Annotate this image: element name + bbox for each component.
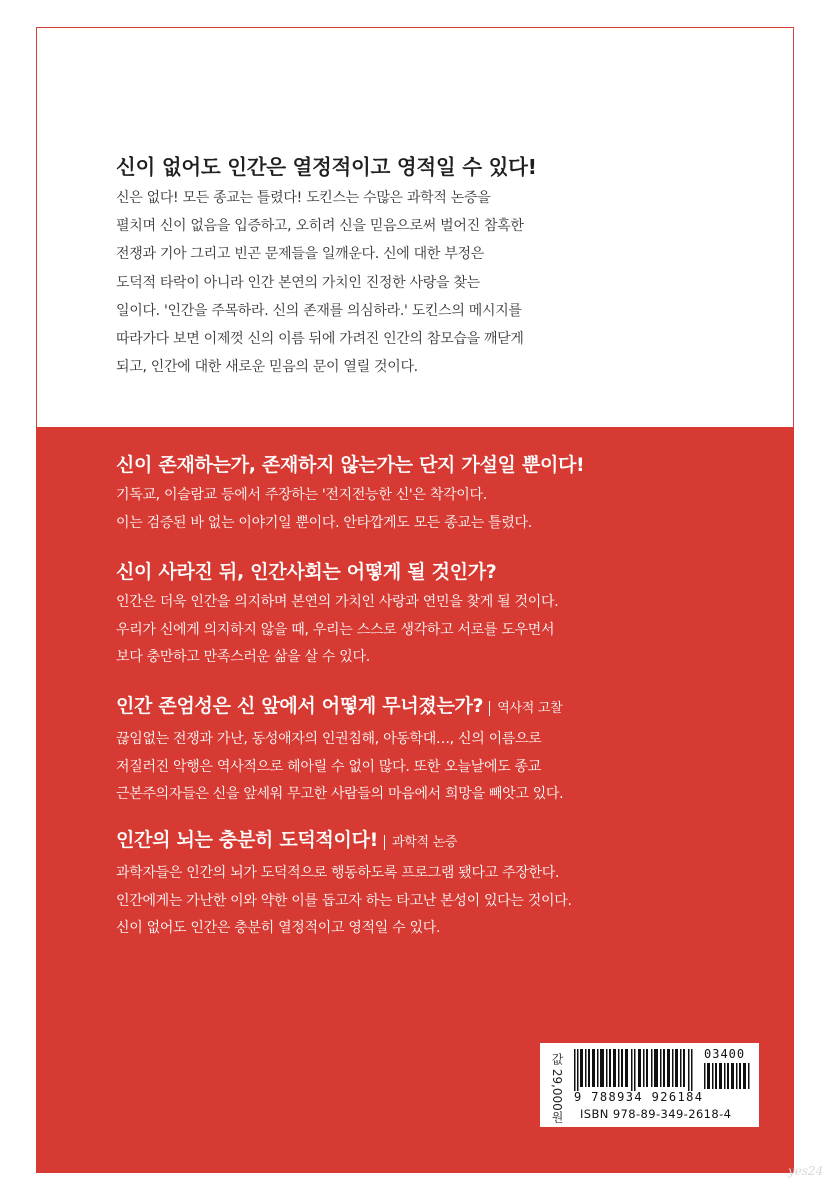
intro-line: 도덕적 타락이 아니라 인간 본연의 가치인 진정한 사랑을 찾는 xyxy=(116,274,480,291)
intro-line: 따라가다 보면 이제껏 신의 이름 뒤에 가려진 인간의 참모습을 깨닫게 xyxy=(116,331,524,348)
intro-line: 되고, 인간에 대한 새로운 믿음의 문이 열릴 것이다. xyxy=(116,359,418,376)
addon-barcode xyxy=(704,1063,750,1089)
section-title: 인간 존엄성은 신 앞에서 어떻게 무너졌는가? xyxy=(116,695,484,717)
isbn-label: ISBN 978-89-349-2618-4 xyxy=(580,1107,732,1121)
section-line: 근본주의자들은 신을 앞세워 무고한 사람들의 마음에서 희망을 빼앗고 있다. xyxy=(116,786,564,802)
section-hypothesis xyxy=(116,452,716,537)
section-title: 신이 존재하는가, 존재하지 않는가는 단지 가설일 뿐이다! xyxy=(116,454,585,476)
section-line: 기독교, 이슬람교 등에서 주장하는 '전지전능한 신'은 착각이다. xyxy=(116,487,487,503)
ean-barcode xyxy=(574,1049,696,1091)
barcode-box xyxy=(540,1043,759,1127)
section-line: 보다 충만하고 만족스러운 삶을 살 수 있다. xyxy=(116,649,370,665)
intro-line: 일이다. '인간을 주목하라. 신의 존재를 의심하라.' 도킨스의 메시지를 xyxy=(116,302,522,319)
section-tag: 역사적 고찰 xyxy=(489,701,562,716)
section-title: 신이 사라진 뒤, 인간사회는 어떻게 될 것인가? xyxy=(116,561,497,583)
section-tag: 과학적 논증 xyxy=(384,835,457,850)
intro-line: 펼치며 신이 없음을 입증하고, 오히려 신을 믿음으로써 벌어진 참혹한 xyxy=(116,218,524,235)
section-title: 인간의 뇌는 충분히 도덕적이다! xyxy=(116,829,379,851)
section-line: 인간에게는 가난한 이와 약한 이를 돕고자 하는 타고난 본성이 있다는 것이다. xyxy=(116,892,572,909)
intro-line: 전쟁과 기아 그리고 빈곤 문제들을 일깨운다. 신에 대한 부정은 xyxy=(116,246,484,263)
headline: 신이 없어도 인간은 열정적이고 영적일 수 있다! xyxy=(116,155,537,179)
section-line: 신이 없어도 인간은 충분히 열정적이고 영적일 수 있다. xyxy=(116,920,441,936)
watermark-text: yes24 xyxy=(788,1164,824,1178)
addon-number: 03400 xyxy=(704,1047,746,1061)
intro-paragraph xyxy=(116,184,586,381)
section-body xyxy=(116,589,716,672)
section-line: 저질러진 악행은 역사적으로 헤아릴 수 없이 많다. 또한 오늘날에도 종교 xyxy=(116,758,541,775)
section-line: 인간은 더욱 인간을 의지하며 본연의 가치인 사랑과 연민을 찾게 될 것이다. xyxy=(116,594,559,610)
section-society xyxy=(116,559,716,672)
section-dignity xyxy=(116,693,716,809)
section-body xyxy=(116,860,716,943)
section-line: 우리가 신에게 의지하지 않을 때, 우리는 스스로 생각하고 서로를 도우면서 xyxy=(116,621,555,638)
price-label: 값 29,000원 xyxy=(550,1053,564,1123)
section-line: 과학자들은 인간의 뇌가 도덕적으로 행동하도록 프로그램 됐다고 주장한다. xyxy=(116,865,560,881)
section-title-row xyxy=(116,827,716,856)
ean-number: 9 788934 926184 xyxy=(574,1090,704,1104)
section-body xyxy=(116,726,716,809)
section-title-row xyxy=(116,693,716,722)
section-line: 이는 검증된 바 없는 이야기일 뿐이다. 안타깝게도 모든 종교는 틀렸다. xyxy=(116,514,532,531)
section-line: 끊임없는 전쟁과 가난, 동성애자의 인권침해, 아동학대…, 신의 이름으로 xyxy=(116,731,542,747)
intro-line: 신은 없다! 모든 종교는 틀렸다! 도킨스는 수많은 과학적 논증을 xyxy=(116,190,491,206)
section-body xyxy=(116,482,716,537)
section-moral-brain xyxy=(116,827,716,943)
